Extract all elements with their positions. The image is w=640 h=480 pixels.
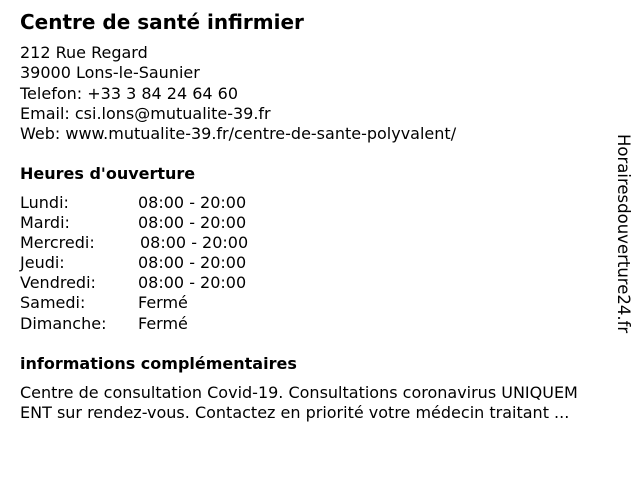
website-link[interactable]: Web: www.mutualite-39.fr/centre-de-sante-polyvalent/ [20, 124, 457, 144]
time-value: 08:00 - 20:00 [138, 273, 247, 293]
day-label: Lundi: [20, 193, 69, 212]
day-label: Dimanche: [20, 313, 107, 333]
time-value: Fermé [138, 293, 188, 313]
day-label: Vendredi: [20, 273, 96, 293]
address-block [20, 43, 456, 144]
time-value: 08:00 - 20:00 [138, 193, 247, 212]
day-label: Mardi: [20, 213, 70, 233]
site-watermark: Horairesdouverture24.fr [614, 134, 633, 334]
address-city: 39000 Lons-le-Saunier [20, 63, 200, 83]
info-line: Centre de consultation Covid-19. Consultations coronavirus UNIQUEM [20, 383, 578, 402]
hours-heading: Heures d'ouverture [20, 164, 196, 183]
day-label: Mercredi: [20, 233, 95, 253]
phone-number[interactable]: Telefon: +33 3 84 24 64 60 [20, 83, 239, 103]
day-label: Samedi: [20, 293, 86, 313]
day-label: Jeudi: [20, 253, 65, 273]
address-street: 212 Rue Regard [20, 43, 148, 62]
info-heading: informations complémentaires [20, 354, 297, 373]
time-value: Fermé [138, 313, 188, 333]
info-description [20, 383, 630, 423]
time-value: 08:00 - 20:00 [138, 213, 247, 233]
time-value: 08:00 - 20:00 [138, 253, 247, 273]
info-line: ENT sur rendez-vous. Contactez en priorité votre médecin traitant ... [20, 403, 570, 422]
page-title: Centre de santé infirmier [20, 10, 304, 34]
time-value: 08:00 - 20:00 [140, 233, 249, 253]
email-address[interactable]: Email: csi.lons@mutualite-39.fr [20, 103, 271, 123]
